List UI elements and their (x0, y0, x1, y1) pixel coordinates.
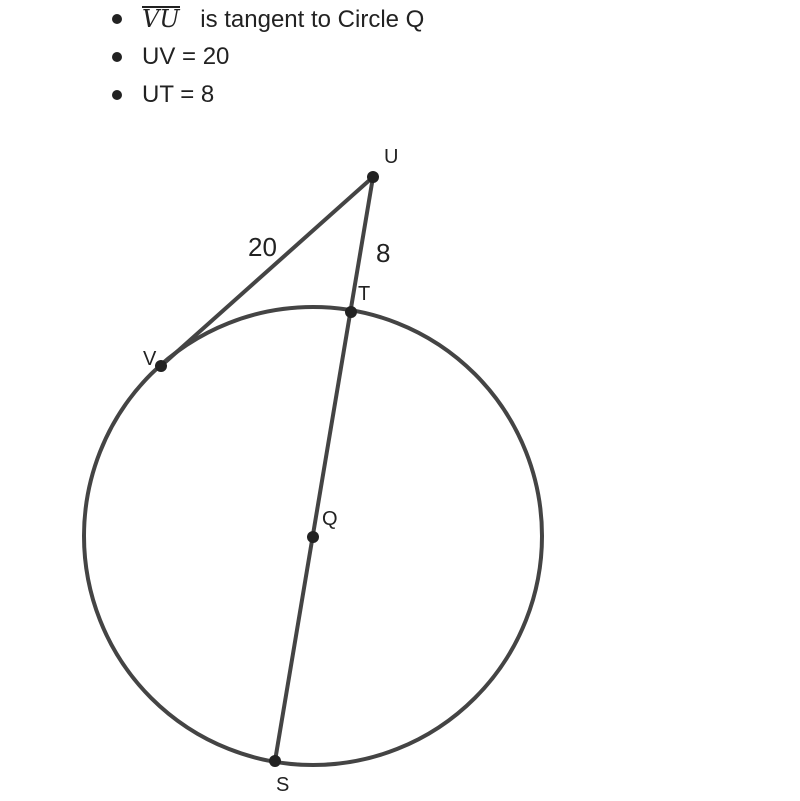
point-t (345, 306, 357, 318)
label-q: Q (322, 508, 338, 530)
length-uv-label: 20 (248, 232, 277, 262)
label-v: V (143, 348, 157, 370)
segment-vu-text: VU (142, 5, 180, 33)
label-t: T (358, 283, 371, 305)
segment-uv (161, 177, 373, 366)
given-ut-text: UT = 8 (142, 81, 215, 108)
segment-us (275, 177, 373, 761)
point-q (307, 531, 319, 543)
given-tangent-text: is tangent to Circle Q (200, 6, 425, 33)
length-ut-label: 8 (376, 238, 391, 268)
point-s (269, 755, 281, 767)
point-u (367, 171, 379, 183)
given-uv-text: UV = 20 (142, 43, 230, 70)
label-s: S (276, 774, 290, 796)
point-v (155, 360, 167, 372)
label-u: U (384, 146, 399, 168)
